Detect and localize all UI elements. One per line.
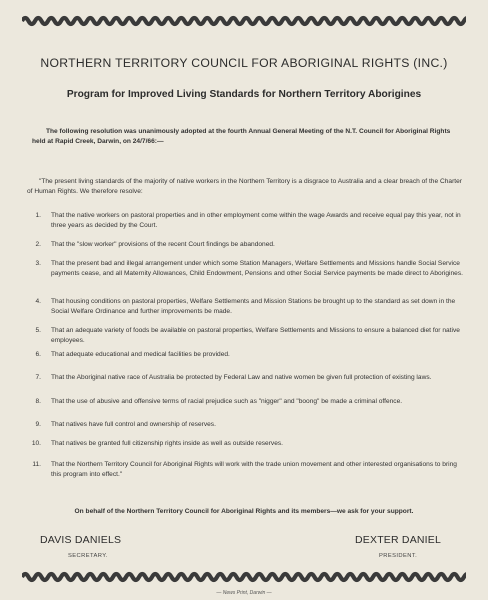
resolution-text: That natives be granted full citizenship rights inside as well as outside reserves.	[51, 440, 283, 447]
secretary-title: SECRETARY.	[68, 553, 108, 559]
resolution-text: That the present bad and illegal arrangement under which some Station Managers, Welfare Settlements and Missions handle Social Service payments cease, and all Maternity Allowances, Child Endowment, Pensions and other Social Service payments be made direct to Aborigines.	[51, 260, 463, 277]
resolution-number: 4.	[35, 298, 41, 305]
resolution-number: 6.	[35, 351, 41, 358]
resolution-number: 11.	[32, 461, 41, 468]
president-name: DEXTER DANIEL	[355, 534, 442, 546]
program-title: Program for Improved Living Standards for Northern Territory Aborigines	[66, 89, 422, 100]
intro-paragraph: The following resolution was unanimously adopted at the fourth Annual General Meeting of the N.T. Council for Aboriginal Rights held at Rapid Creek, Darwin, on 24/7/66:—	[32, 128, 451, 145]
closing-statement: On behalf of the Northern Territory Council for Aboriginal Rights and its members—we ask for your support.	[74, 508, 414, 515]
resolution-text: That an adequate variety of foods be available on pastoral properties, Welfare Settlements and Missions to ensure a balanced diet for native employees.	[51, 327, 460, 344]
resolution-number: 8.	[35, 398, 41, 405]
resolution-text: That natives have full control and ownership of reserves.	[51, 421, 216, 428]
resolution-number: 1.	[35, 212, 41, 219]
president-title: PRESIDENT.	[379, 553, 418, 559]
bottom-wave-border	[22, 570, 466, 584]
resolution-text: That the Northern Territory Council for Aboriginal Rights will work with the trade union movement and other interested organisations to bring this program into effect."	[51, 461, 457, 478]
resolution-text: That adequate educational and medical facilities be provided.	[51, 351, 230, 358]
resolution-number: 9.	[35, 421, 41, 428]
resolution-number: 5.	[35, 327, 41, 334]
preamble-paragraph: "The present living standards of the majority of native workers in the Northern Territory is a disgrace to Australia and a clear breach of the Charter of Human Rights. We therefore resolve:	[27, 178, 462, 195]
resolution-text: That the "slow worker" provisions of the recent Court findings be abandoned.	[51, 241, 275, 248]
resolution-number: 3.	[35, 260, 41, 267]
resolution-text: That the native workers on pastoral properties and in other employment come within the wage Awards and receive equal pay this year, not in three years as decided by the Court.	[51, 212, 461, 229]
resolution-text: That the use of abusive and offensive terms of racial prejudice such as "nigger" and "boong" be made a criminal offence.	[51, 398, 403, 405]
top-wave-border	[22, 14, 466, 28]
resolution-number: 2.	[35, 241, 41, 248]
resolution-text: That the Aboriginal native race of Australia be protected by Federal Law and native women be given full protection of existing laws.	[51, 374, 432, 381]
resolution-text: That housing conditions on pastoral properties, Welfare Settlements and Mission Stations be brought up to the standard as set down in the Social Welfare Ordinance and further improvements be made.	[51, 298, 456, 315]
resolution-number: 7.	[35, 374, 41, 381]
organisation-heading: NORTHERN TERRITORY COUNCIL FOR ABORIGINAL RIGHTS (INC.)	[40, 56, 448, 70]
printer-imprint: — News Print, Darwin —	[216, 590, 272, 596]
resolution-number: 10.	[31, 440, 41, 447]
secretary-name: DAVIS DANIELS	[40, 534, 122, 546]
